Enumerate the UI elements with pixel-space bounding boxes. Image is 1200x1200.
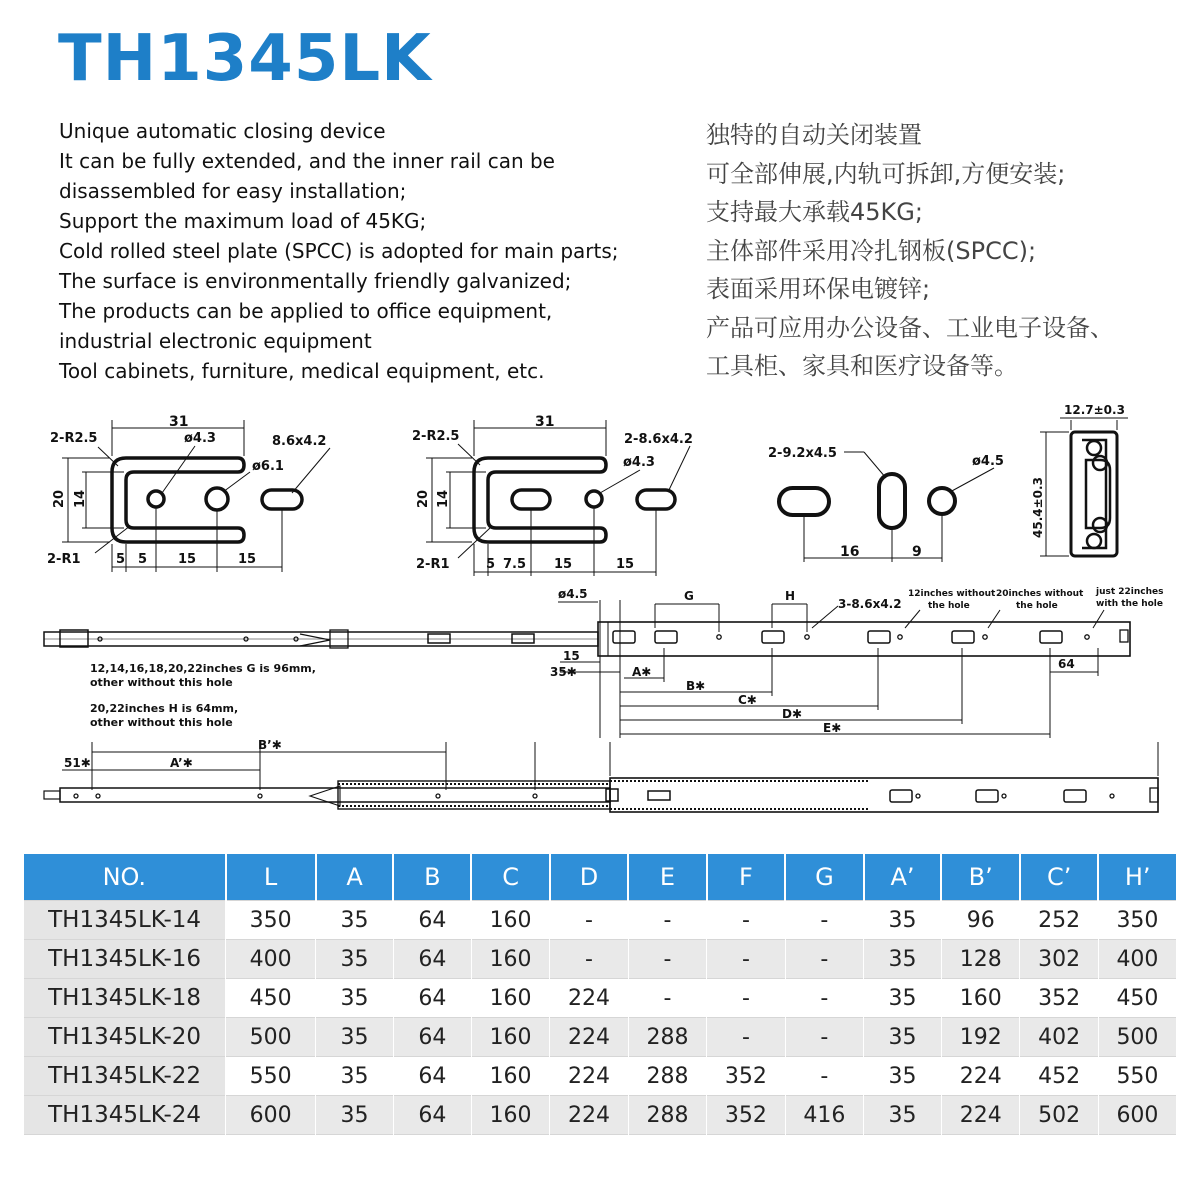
cell: - (550, 940, 628, 979)
cell: 35 (864, 940, 942, 979)
cell: 64 (393, 901, 471, 940)
dim-20: 20 (52, 489, 67, 508)
cell: 35 (864, 1057, 942, 1096)
feature-line-cn: 独特的自动关闭装置 (706, 121, 922, 149)
cell: 64 (393, 940, 471, 979)
cell: 35 (316, 940, 394, 979)
cell: 252 (1020, 901, 1098, 940)
dim-h: H (785, 589, 796, 603)
col-header: L (226, 854, 316, 901)
note-20-a: 20inches without (996, 589, 1084, 599)
feature-line: industrial electronic equipment (59, 329, 372, 353)
col-header: C’ (1020, 854, 1098, 901)
cell: 96 (941, 901, 1019, 940)
col-header: C (471, 854, 549, 901)
note-22-b: with the hole (1096, 599, 1163, 609)
dim-slot: 2-9.2x4.5 (768, 446, 837, 461)
cell: 160 (471, 940, 549, 979)
cell: 400 (226, 940, 316, 979)
features-english (59, 116, 619, 386)
feature-line: Support the maximum load of 45KG; (59, 209, 427, 233)
feature-line-cn: 工具柜、家具和医疗设备等。 (706, 352, 1018, 380)
cell: 450 (226, 979, 316, 1018)
inner-rail (60, 788, 610, 802)
dim-20: 20 (416, 489, 431, 508)
dim-d43: ø4.3 (184, 431, 216, 446)
note-12-b: the hole (928, 601, 970, 611)
note-h-a: 20,22inches H is 64mm, (90, 702, 239, 715)
dim-b: B✱ (686, 679, 706, 693)
table-row (24, 1096, 1176, 1135)
feature-line-cn: 主体部件采用冷扎钢板(SPCC); (706, 236, 1037, 265)
note-12-a: 12inches without (908, 589, 996, 599)
cell: 35 (316, 1096, 394, 1135)
cell-model: TH1345LK-16 (24, 940, 226, 979)
table-row (24, 1018, 1176, 1057)
cell: 224 (550, 1057, 628, 1096)
table-row (24, 1057, 1176, 1096)
feature-line: disassembled for easy installation; (59, 179, 407, 203)
dim-width: 12.7±0.3 (1064, 403, 1125, 417)
cell: 416 (785, 1096, 863, 1135)
rail-slot (952, 631, 974, 643)
col-header: G (785, 854, 863, 901)
cell: 352 (707, 1057, 785, 1096)
slot-hole (637, 490, 675, 509)
dim-31: 31 (535, 414, 555, 430)
cell-model: TH1345LK-20 (24, 1018, 226, 1057)
cell: 160 (471, 979, 549, 1018)
cell-model: TH1345LK-22 (24, 1057, 226, 1096)
feature-line: Tool cabinets, furniture, medical equipment, etc. (59, 359, 545, 383)
cell: 352 (1020, 979, 1098, 1018)
dim-c: C✱ (738, 693, 757, 707)
cell: 350 (226, 901, 316, 940)
feature-line-cn: 可全部伸展,内轨可拆卸,方便安装; (706, 159, 1066, 188)
dim-slot: 2-8.6x4.2 (624, 432, 693, 447)
cell: 64 (393, 1057, 471, 1096)
cell: 35 (864, 901, 942, 940)
cell: 224 (941, 1057, 1019, 1096)
features-chinese (706, 116, 1114, 386)
dim-35: 35✱ (550, 665, 577, 679)
cell-model: TH1345LK-18 (24, 979, 226, 1018)
rail-slot (1064, 790, 1086, 802)
col-header: D (550, 854, 628, 901)
dim-r25: 2-R2.5 (50, 431, 98, 446)
hole-small (148, 491, 164, 507)
slot-vertical (879, 474, 905, 528)
feature-line-cn: 产品可应用办公设备、工业电子设备、 (706, 313, 1114, 342)
cell: 400 (1098, 940, 1176, 979)
col-header: A (316, 854, 394, 901)
dim-5a: 5 (116, 552, 126, 567)
dim-e: E✱ (823, 721, 842, 735)
slot-hole (262, 490, 302, 509)
cell: 600 (226, 1096, 316, 1135)
cell: 502 (1020, 1096, 1098, 1135)
drawings-svg (0, 390, 1200, 830)
cell: 302 (1020, 940, 1098, 979)
col-header: A’ (864, 854, 942, 901)
dim-slot: 8.6x4.2 (272, 434, 327, 449)
cell: 35 (864, 1018, 942, 1057)
cell: 224 (941, 1096, 1019, 1135)
col-header: NO. (24, 854, 226, 901)
note-22-a: just 22inches (1096, 587, 1164, 597)
feature-line: The surface is environmentally friendly galvanized; (59, 269, 572, 293)
cell: - (628, 940, 706, 979)
cell: 64 (393, 1096, 471, 1135)
feature-line: Cold rolled steel plate (SPCC) is adopted for main parts; (59, 239, 619, 263)
dim-75: 7.5 (503, 557, 527, 572)
dim-b-prime: B’✱ (258, 738, 282, 752)
cell: - (707, 901, 785, 940)
dim-a: A✱ (632, 665, 652, 679)
rail-extended-drawing (44, 738, 1158, 812)
cell: - (785, 940, 863, 979)
cell: - (785, 979, 863, 1018)
col-header: B’ (941, 854, 1019, 901)
cell: 450 (1098, 979, 1176, 1018)
cell: 350 (1098, 901, 1176, 940)
dim-d43: ø4.3 (623, 455, 655, 470)
dim-16: 16 (840, 544, 860, 560)
cell: 160 (941, 979, 1019, 1018)
note-g-b: other without this hole (90, 676, 233, 689)
rail-retracted-drawing (44, 587, 1164, 738)
cell-model: TH1345LK-24 (24, 1096, 226, 1135)
rail-slot (762, 631, 784, 643)
cell: 500 (1098, 1018, 1176, 1057)
cell: 160 (471, 1096, 549, 1135)
cell: 35 (316, 1057, 394, 1096)
rail-slot (976, 790, 998, 802)
dim-r1: 2-R1 (47, 552, 81, 567)
cell: 35 (864, 979, 942, 1018)
table-row (24, 940, 1176, 979)
dim-9: 9 (912, 544, 922, 560)
cell: 288 (628, 1057, 706, 1096)
rail-slot (613, 631, 635, 643)
col-header: F (707, 854, 785, 901)
cell: 192 (941, 1018, 1019, 1057)
dim-14: 14 (436, 489, 451, 508)
dim-14: 14 (73, 489, 88, 508)
dim-g: G (684, 589, 694, 603)
slot-hole (512, 490, 550, 509)
cell: 224 (550, 1018, 628, 1057)
detail-2 (412, 414, 693, 576)
note-g-a: 12,14,16,18,20,22inches G is 96mm, (90, 662, 316, 675)
dim-5b: 5 (138, 552, 148, 567)
product-title: TH1345LK (58, 22, 432, 96)
cell: 288 (628, 1096, 706, 1135)
slot-horizontal (779, 488, 829, 515)
detail-3 (768, 446, 1004, 562)
cell: 402 (1020, 1018, 1098, 1057)
rail-slot (1040, 631, 1062, 643)
note-20-b: the hole (1016, 601, 1058, 611)
table-header-row (24, 854, 1176, 901)
table-row (24, 901, 1176, 940)
dim-a-prime: A’✱ (170, 756, 193, 770)
dim-15a: 15 (554, 557, 573, 572)
col-header: H’ (1098, 854, 1176, 901)
dim-d: D✱ (782, 707, 803, 721)
dim-15a: 15 (178, 552, 197, 567)
cell: - (707, 1018, 785, 1057)
technical-drawings (0, 390, 1200, 830)
cell: 35 (316, 901, 394, 940)
hole-small (586, 491, 602, 507)
cell: 550 (226, 1057, 316, 1096)
cell: 35 (316, 1018, 394, 1057)
cell: 550 (1098, 1057, 1176, 1096)
feature-line: The products can be applied to office equipment, (59, 299, 553, 323)
dim-64: 64 (1058, 657, 1075, 671)
cell-model: TH1345LK-14 (24, 901, 226, 940)
dim-d61: ø6.1 (252, 459, 284, 474)
dim-5: 5 (486, 557, 496, 572)
rail-slot (890, 790, 912, 802)
middle-rail (338, 781, 610, 809)
col-header: E (628, 854, 706, 901)
cell: 500 (226, 1018, 316, 1057)
dim-15b: 15 (616, 557, 635, 572)
dim-15: 15 (563, 649, 580, 663)
cell: - (628, 979, 706, 1018)
table-row (24, 979, 1176, 1018)
cell: - (550, 901, 628, 940)
spec-table (24, 854, 1176, 1135)
dim-r1: 2-R1 (416, 557, 450, 572)
dim-15b: 15 (238, 552, 257, 567)
feature-line: Unique automatic closing device (59, 119, 386, 143)
cell: 160 (471, 1057, 549, 1096)
cell: 352 (707, 1096, 785, 1135)
dim-r25: 2-R2.5 (412, 429, 460, 444)
dim-slots: 3-8.6x4.2 (838, 597, 902, 611)
cell: - (785, 901, 863, 940)
cell: 224 (550, 979, 628, 1018)
col-header: B (393, 854, 471, 901)
dim-d45: ø4.5 (972, 454, 1004, 469)
note-h-b: other without this hole (90, 716, 233, 729)
feature-line-cn: 表面采用环保电镀锌; (706, 275, 931, 303)
cell: 64 (393, 1018, 471, 1057)
feature-line: It can be fully extended, and the inner rail can be (59, 149, 555, 173)
rail-slot (868, 631, 890, 643)
cell: 35 (864, 1096, 942, 1135)
dim-d45: ø4.5 (558, 587, 588, 601)
cell: 35 (316, 979, 394, 1018)
cell: 452 (1020, 1057, 1098, 1096)
detail-4-cross-section (1031, 403, 1128, 556)
cell: 128 (941, 940, 1019, 979)
cell: 160 (471, 1018, 549, 1057)
cell: 288 (628, 1018, 706, 1057)
cell: - (785, 1018, 863, 1057)
outer-rail (610, 778, 1158, 812)
cell: - (707, 940, 785, 979)
dim-51: 51✱ (64, 756, 91, 770)
dim-height: 45.4±0.3 (1031, 477, 1045, 538)
cell: 224 (550, 1096, 628, 1135)
cell: 600 (1098, 1096, 1176, 1135)
rail-slot (655, 631, 677, 643)
detail-1 (47, 414, 330, 572)
feature-line-cn: 支持最大承载45KG; (706, 198, 923, 226)
cell: - (785, 1057, 863, 1096)
cell: - (628, 901, 706, 940)
cell: - (707, 979, 785, 1018)
cell: 64 (393, 979, 471, 1018)
dim-31: 31 (169, 414, 189, 430)
cell: 160 (471, 901, 549, 940)
